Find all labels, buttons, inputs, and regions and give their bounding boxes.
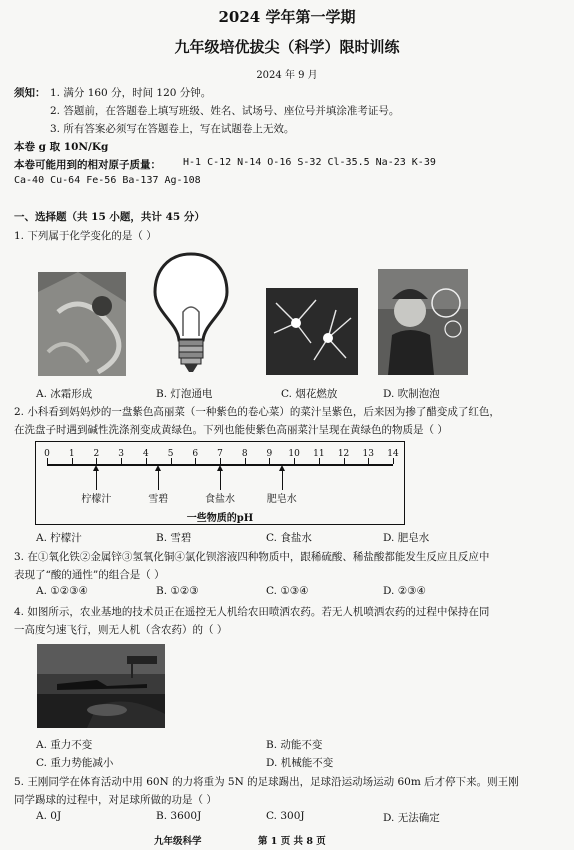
light-bulb-image	[153, 252, 229, 378]
q1-option-b[interactable]: B. 灯泡通电	[156, 388, 213, 400]
notice-label: 须知：	[14, 87, 46, 99]
ph-tick-label: 1	[68, 449, 75, 459]
footer-subject: 九年级科学	[154, 836, 202, 847]
ph-tick-label: 14	[387, 449, 399, 459]
notice-item-1: 1. 满分 160 分，时间 120 分钟。	[50, 87, 212, 99]
semester-heading: 2024 学年第一学期	[218, 8, 356, 26]
q4-option-b[interactable]: B. 动能不变	[266, 739, 323, 751]
q4-option-d[interactable]: D. 机械能不变	[266, 757, 334, 769]
ph-tick-label: 0	[44, 449, 50, 459]
q2-option-d[interactable]: D. 肥皂水	[383, 532, 430, 544]
q2-stem-line-2: 在洗盘子时遇到碱性洗涤剂变成黄绿色。下列也能使紫色高丽菜汁呈现在黄绿色的物质是（ ）	[14, 424, 448, 436]
q3-option-c[interactable]: C. ①③④	[266, 585, 309, 597]
q2-option-a[interactable]: A. 柠檬汁	[36, 532, 82, 544]
ph-tick-label: 9	[266, 449, 273, 459]
ph-caption: 一些物质的pH	[186, 513, 254, 524]
q3-stem-line-1: 3. 在①氧化铁②金属锌③氢氧化铜④氯化钡溶液四种物质中，跟稀硫酸、稀盐酸都能发生反应且反应中	[14, 551, 490, 563]
q3-stem-line-2: 表现了“酸的通性”的组合是（ ）	[14, 569, 165, 581]
ph-tick-label: 13	[362, 449, 375, 459]
q5-option-c[interactable]: C. 300J	[266, 810, 305, 822]
ph-tick-label: 2	[93, 449, 100, 459]
q5-option-d[interactable]: D. 无法确定	[383, 812, 440, 824]
ph-marker-arrow	[282, 470, 283, 490]
q4-option-a[interactable]: A. 重力不变	[36, 739, 93, 751]
atomic-mass-label: 本卷可能用到的相对原子质量：	[14, 159, 161, 171]
ph-marker-label: 肥皂水	[266, 494, 297, 505]
footer-page: 第 1 页 共 8 页	[258, 836, 326, 847]
ph-marker-arrow	[96, 470, 97, 490]
ph-tick-label: 4	[142, 449, 149, 459]
g-value-note: 本卷 g 取 10N/Kg	[14, 141, 109, 153]
fireworks-photo	[266, 288, 358, 375]
q5-stem-line-1: 5. 王刚同学在体育活动中用 60N 的力将重为 5N 的足球踢出，足球沿运动场运动 60m 后才停下来。则王刚	[14, 776, 519, 788]
section-title: 一、选择题（共 15 小题，共计 45 分）	[14, 211, 205, 223]
ph-tick-label: 11	[313, 449, 325, 459]
light-bulb-graphic	[153, 252, 229, 378]
ph-tick-label: 3	[118, 449, 125, 459]
q1-option-c[interactable]: C. 烟花燃放	[281, 388, 338, 400]
q4-stem-line-1: 4. 如图所示，农业基地的技术员正在遥控无人机给农田喷洒农药。若无人机喷洒农药的过程中保持在同	[14, 606, 490, 618]
ph-marker-label: 食盐水	[205, 494, 235, 505]
frost-photo-graphic	[38, 272, 126, 376]
ph-scale-figure	[35, 441, 405, 525]
q2-option-c[interactable]: C. 食盐水	[266, 532, 312, 544]
atomic-mass-line-1: H-1 C-12 N-14 O-16 S-32 Cl-35.5 Na-23 K-39	[183, 157, 436, 168]
q4-stem-line-2: 一高度匀速飞行，则无人机（含农药）的（ ）	[14, 624, 228, 636]
ph-tick-label: 5	[167, 449, 174, 459]
ph-marker-label: 雪碧	[148, 494, 169, 505]
q1-option-d[interactable]: D. 吹制泡泡	[383, 388, 440, 400]
q3-option-d[interactable]: D. ②③④	[383, 585, 426, 597]
ph-marker-arrow	[220, 470, 221, 490]
q1-option-a[interactable]: A. 冰霜形成	[36, 388, 93, 400]
ph-tick-label: 8	[241, 449, 248, 459]
ph-marker-label: 柠檬汁	[81, 494, 112, 505]
q3-option-b[interactable]: B. ①②③	[156, 585, 199, 597]
q4-option-c[interactable]: C. 重力势能减小	[36, 757, 114, 769]
ph-tick-label: 6	[192, 449, 199, 459]
drone-spraying-photo	[37, 644, 165, 728]
q5-option-a[interactable]: A. 0J	[36, 810, 62, 822]
exam-date: 2024 年 9 月	[256, 70, 318, 81]
notice-item-2: 2. 答题前，在答题卷上填写班级、姓名、试场号、座位号并填涂准考证号。	[50, 105, 400, 117]
q2-stem-line-1: 2. 小科看到妈妈炒的一盘紫色高丽菜（一种紫色的卷心菜）的菜汁呈紫色，后来因为掺了醋变成了红色，	[14, 406, 500, 418]
q5-option-b[interactable]: B. 3600J	[156, 810, 202, 822]
bubble-photo	[378, 269, 468, 375]
frost-photo	[38, 272, 126, 376]
bubble-photo-graphic	[378, 269, 468, 375]
notice-item-3: 3. 所有答案必须写在答题卷上，写在试题卷上无效。	[50, 123, 295, 135]
ph-marker-arrow	[158, 470, 159, 490]
q3-option-a[interactable]: A. ①②③④	[36, 585, 88, 597]
drone-spraying-graphic	[37, 644, 165, 728]
ph-tick-label: 12	[337, 449, 350, 459]
fireworks-photo-graphic	[266, 288, 358, 375]
ph-tick-label: 7	[217, 449, 223, 459]
q2-option-b[interactable]: B. 雪碧	[156, 532, 192, 544]
atomic-mass-line-2: Ca-40 Cu-64 Fe-56 Ba-137 Ag-108	[14, 175, 201, 186]
q5-stem-line-2: 同学踢球的过程中，对足球所做的功是（ ）	[14, 794, 217, 806]
q1-stem: 1. 下列属于化学变化的是（ ）	[14, 230, 157, 242]
exam-title: 九年级培优拔尖（科学）限时训练	[174, 38, 400, 56]
ph-tick-label: 10	[288, 449, 300, 459]
